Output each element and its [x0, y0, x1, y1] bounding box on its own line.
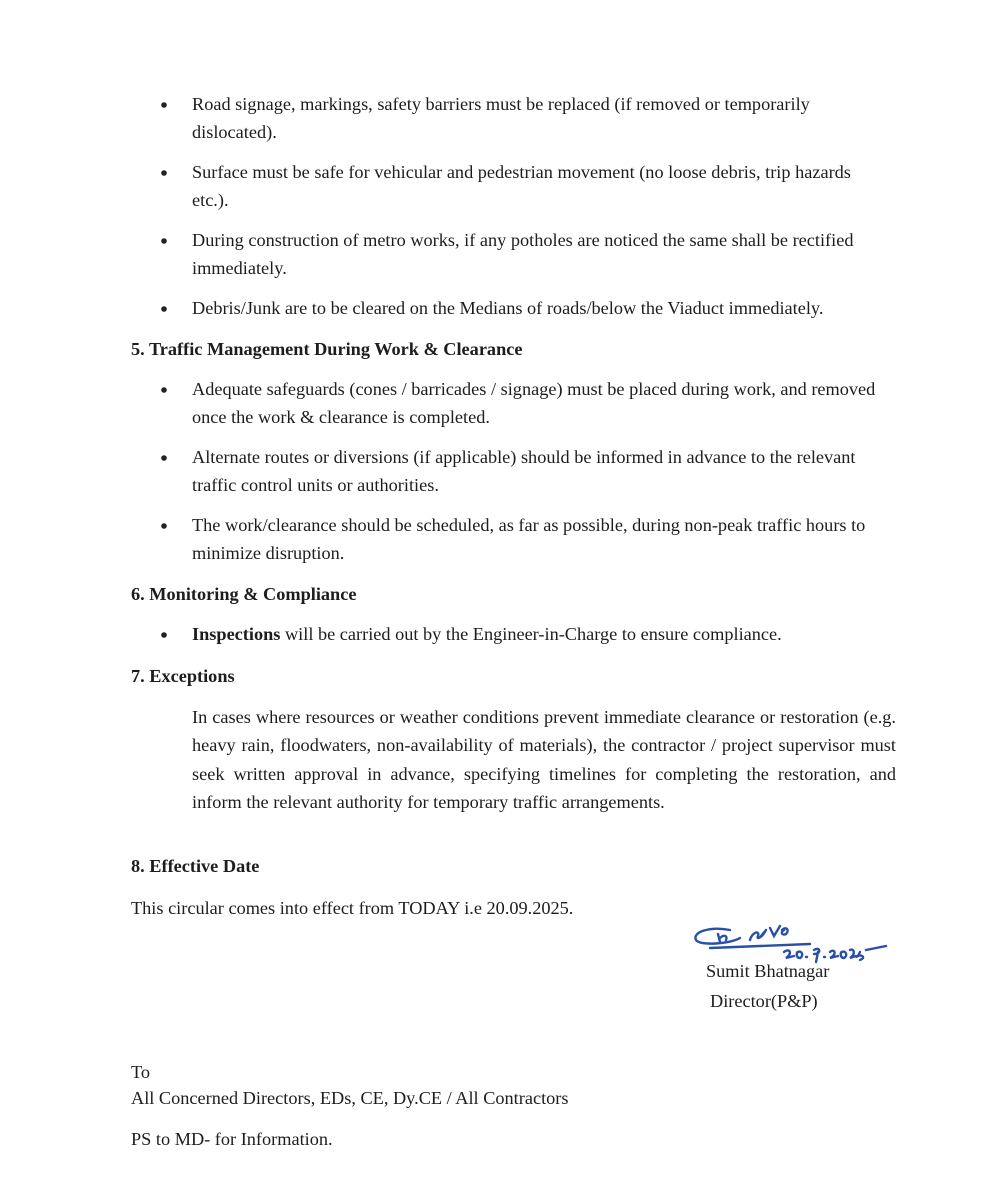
- bullet-text: Surface must be safe for vehicular and pedestrian movement (no loose debris, trip hazards etc.).: [192, 162, 851, 210]
- bullet-rest: will be carried out by the Engineer-in-Charge to ensure compliance.: [280, 624, 782, 644]
- signatory-name: Sumit Bhatnagar: [706, 961, 830, 981]
- bullet-icon: [161, 238, 167, 244]
- bullet-icon: [161, 102, 167, 108]
- bullet-text: Road signage, markings, safety barriers must be replaced (if removed or temporarily dislocated).: [192, 94, 810, 142]
- bullet-icon: [161, 306, 167, 312]
- exceptions-paragraph: In cases where resources or weather conditions prevent immediate clearance or restoration (e.g. heavy rain, floodwaters, non-availability of materials), the contractor / project supervisor must seek written approval in advance, specifying timelines for completing the restoration, and inform the relevant authority for temporary traffic arrangements.: [192, 707, 896, 812]
- recipients: All Concerned Directors, EDs, CE, Dy.CE / All Contractors: [131, 1088, 569, 1108]
- to-label: To: [131, 1062, 151, 1082]
- section8-heading: 8. Effective Date: [131, 856, 260, 876]
- bullet-text: During construction of metro works, if any potholes are noticed the same shall be rectified immediately.: [192, 230, 854, 278]
- section5-heading: 5. Traffic Management During Work & Clearance: [131, 339, 523, 359]
- bullet-text: The work/clearance should be scheduled, as far as possible, during non-peak traffic hours to minimize disruption.: [192, 515, 866, 563]
- signatory-designation: Director(P&P): [710, 991, 818, 1011]
- bullet-text: Debris/Junk are to be cleared on the Medians of roads/below the Viaduct immediately.: [192, 298, 824, 318]
- bullet-icon: [161, 523, 167, 529]
- bullet-icon: [161, 387, 167, 393]
- bullet-icon: [161, 170, 167, 176]
- bullet-bold-term: Inspections: [192, 624, 281, 644]
- bullet-text: Alternate routes or diversions (if applicable) should be informed in advance to the relevant traffic control units or authorities.: [192, 447, 856, 495]
- effective-date-text: This circular comes into effect from TODAY i.e 20.09.2025.: [131, 898, 574, 918]
- bullet-text: Adequate safeguards (cones / barricades / signage) must be placed during work, and removed once the work & clearance is completed.: [192, 379, 876, 427]
- section6-heading: 6. Monitoring & Compliance: [131, 584, 357, 604]
- copy-to: PS to MD- for Information.: [131, 1129, 333, 1149]
- bullet-icon: [161, 455, 167, 461]
- bullet-text: [192, 620, 897, 648]
- bullet-icon: [161, 632, 167, 638]
- section7-heading: 7. Exceptions: [131, 666, 235, 686]
